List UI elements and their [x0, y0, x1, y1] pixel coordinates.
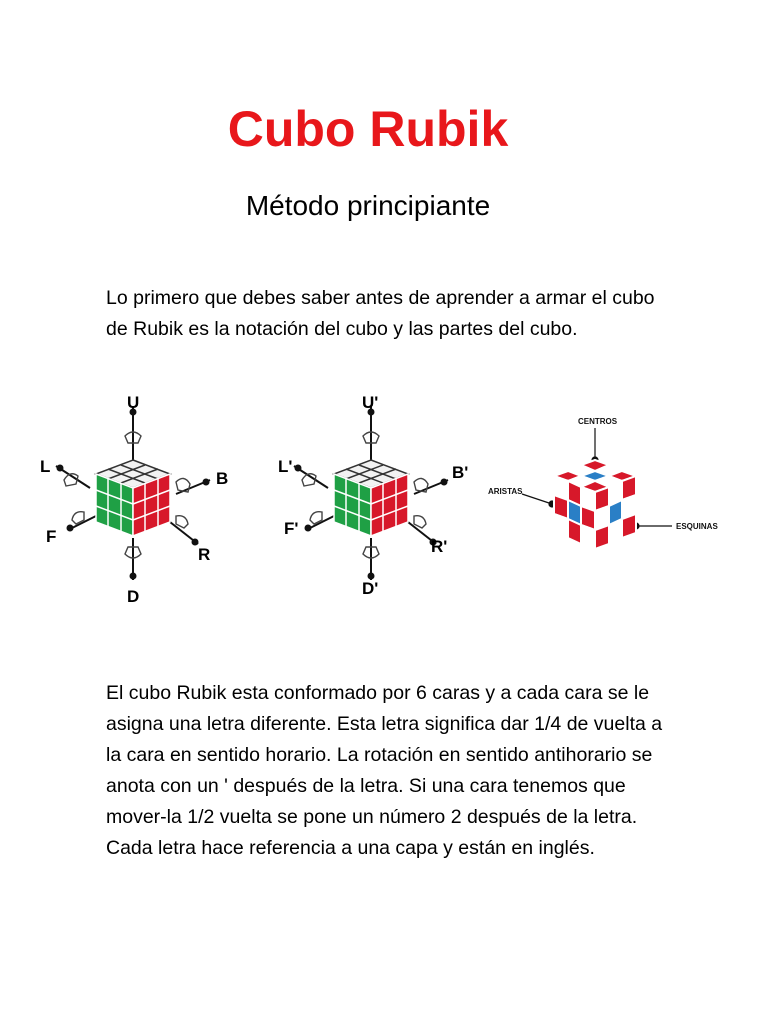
label-b: B — [216, 469, 229, 488]
cube-counterclockwise — [334, 460, 408, 536]
cube-parts-diagram — [486, 412, 726, 562]
label-r-prime: R' — [431, 537, 448, 556]
label-l-prime: L' — [278, 457, 293, 476]
label-u-prime: U' — [362, 393, 379, 412]
label-u: U — [127, 393, 140, 412]
label-b-prime: B' — [452, 463, 469, 482]
cube-clockwise — [96, 460, 170, 536]
label-d: D — [127, 587, 140, 606]
page-title: Cubo Rubik — [227, 101, 509, 157]
label-centros: CENTROS — [578, 417, 618, 426]
label-r: R — [198, 545, 211, 564]
label-aristas: ARISTAS — [488, 487, 523, 496]
notation-diagram-clockwise — [38, 388, 238, 608]
label-f-prime: F' — [284, 519, 299, 538]
label-f: F — [46, 527, 57, 546]
page-subtitle: Método principiante — [245, 190, 491, 221]
label-esquinas: ESQUINAS — [676, 522, 718, 531]
body-paragraph: El cubo Rubik esta conformado por 6 caras y a cada cara se le asigna una letra diferente. Esta letra significa dar 1/4 de vuelta a la cara en sentido horario. La rotación en sentido antihorario se anota con un ' después de la letra. Si una cara tenemos que mover-la 1/2 vuelta se pone un número 2 después de la letra. Cada letra hace referencia a una capa y están en inglés. — [106, 682, 663, 859]
notation-diagram-counterclockwise — [276, 388, 476, 608]
label-l: L — [40, 457, 51, 476]
label-d-prime: D' — [362, 579, 379, 598]
cube-parts-illustration — [554, 460, 636, 549]
intro-paragraph: Lo primero que debes saber antes de aprender a armar el cubo de Rubik es la notación del cubo y las partes del cubo. — [106, 287, 655, 340]
